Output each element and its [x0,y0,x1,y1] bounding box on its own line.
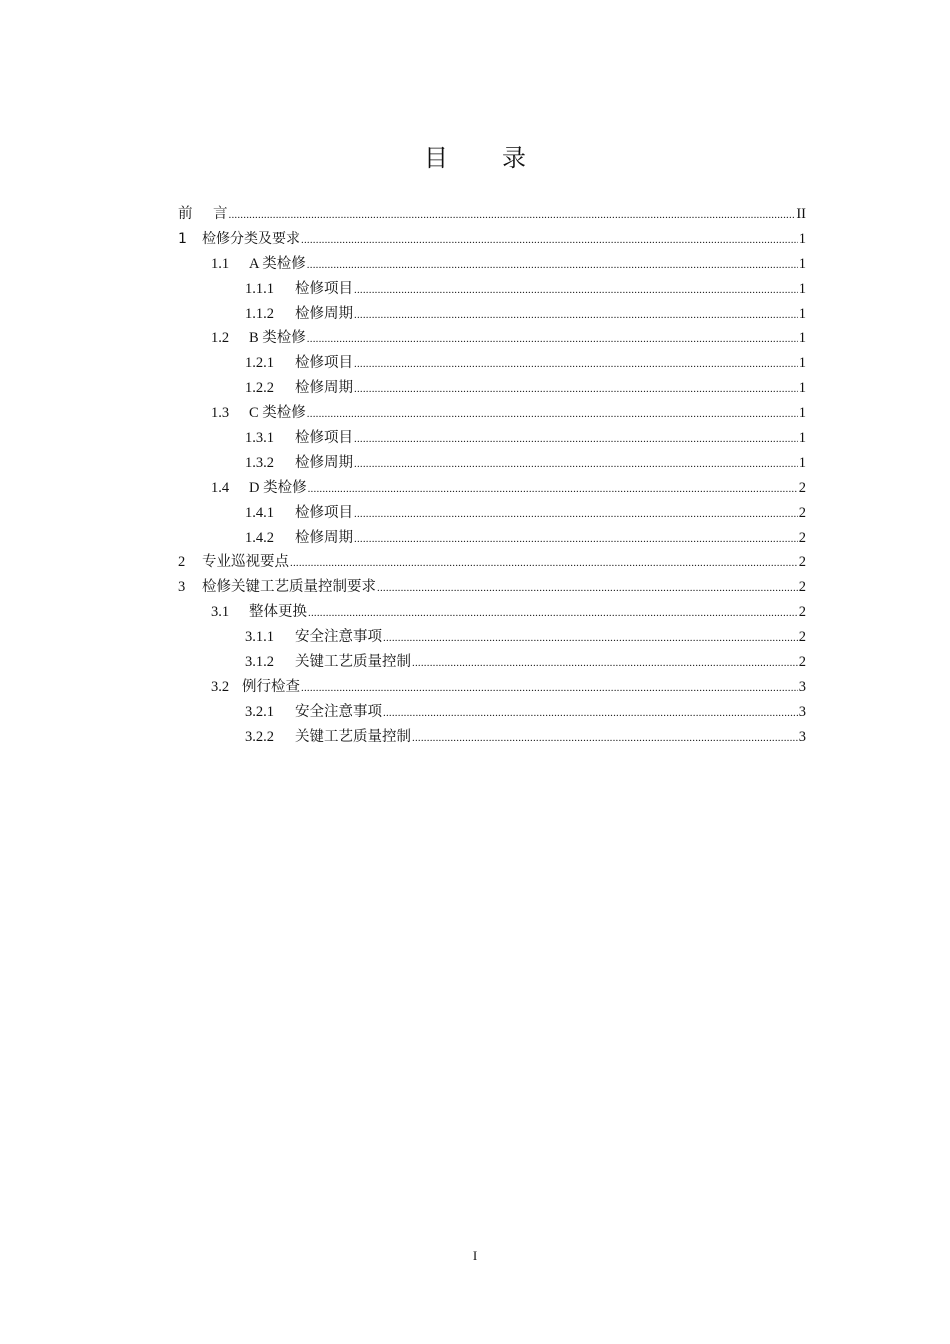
toc-entry-page: 1 [798,380,806,397]
toc-entry-label: 关键工艺质量控制 [295,654,411,671]
title-char-1: 目 [424,144,448,172]
toc-entry-page: 2 [798,554,806,571]
toc-entry-page: 3 [798,678,806,695]
toc-entry-page: 2 [798,579,806,596]
toc-entry-label: 整体更换 [249,604,307,621]
toc-entry[interactable]: 1.2 B 类检修 ..... 1 [178,326,806,351]
dot-leader [377,576,798,601]
toc-entry-label: B 类检修 [249,330,306,347]
toc-entry[interactable]: 1 检修分类及要求 ..... 1 [178,227,806,252]
toc-entry-page: 2 [798,504,806,521]
dot-leader [354,377,798,402]
toc-entry-label: 检修项目 [295,504,353,521]
toc-entry-label: 安全注意事项 [295,629,382,646]
toc-entry-page: 1 [798,330,806,347]
dot-leader [229,203,796,228]
toc-entry-page: 1 [798,280,806,297]
toc-entry-label: A 类检修 [249,255,306,272]
toc-entry-label: 检修项目 [295,355,353,372]
toc-entry-label: D 类检修 [249,479,307,496]
toc-entry-page: 3 [798,728,806,745]
dot-leader [307,253,798,278]
page-number: I [472,1248,478,1263]
toc-entry-label: 检修项目 [295,430,353,447]
toc-entry-label: 前 言 [178,206,228,222]
toc-entry[interactable]: 1.3 C 类检修 ..... 1 [178,401,806,426]
table-of-contents [178,202,806,750]
dot-leader [412,651,798,676]
toc-entry-page: 2 [798,604,806,621]
toc-entry-page: 3 [798,703,806,720]
toc-entry-page: 1 [798,255,806,272]
toc-entry-page: 1 [798,454,806,471]
dot-leader [354,527,798,552]
toc-entry-label: 安全注意事项 [295,703,382,720]
dot-leader [354,427,798,452]
dot-leader [354,452,798,477]
toc-entry-page: 2 [798,479,806,496]
toc-entry[interactable]: 3.2.2 关键工艺质量控制 ..... 3 [178,725,806,750]
toc-entry-label: 检修关键工艺质量控制要求 [202,579,376,596]
toc-entry-page: 2 [798,529,806,546]
toc-entry[interactable]: 3.2 例行检查 ..... 3 [178,675,806,700]
dot-leader [308,477,798,502]
toc-entry-page: 1 [798,355,806,372]
toc-entry[interactable]: 1.4.1 检修项目 ..... 2 [178,501,806,526]
toc-entry-page: 1 [798,230,806,247]
toc-entry-page: 1 [798,430,806,447]
dot-leader [383,626,798,651]
toc-entry[interactable]: 2 专业巡视要点 ..... 2 [178,550,806,575]
toc-entry[interactable]: 3.1.1 安全注意事项 ..... 2 [178,625,806,650]
toc-entry[interactable]: 1.3.1 检修项目 ..... 1 [178,426,806,451]
dot-leader [308,601,798,626]
dot-leader [354,278,798,303]
toc-entry-label: 例行检查 [242,678,300,695]
toc-entry[interactable]: 3.1.2 关键工艺质量控制 ..... 2 [178,650,806,675]
toc-entry-label: 检修周期 [295,529,353,546]
toc-entry-foreword[interactable] [178,202,806,227]
toc-entry-page: 1 [798,305,806,322]
toc-entry-label: 检修周期 [295,380,353,397]
toc-entry-page: II [796,206,806,222]
toc-entry[interactable]: 1.1.1 检修项目 ..... 1 [178,277,806,302]
toc-entry[interactable]: 1.4.2 检修周期 ..... 2 [178,526,806,551]
dot-leader [301,676,798,701]
dot-leader [301,228,798,253]
toc-entry[interactable]: 3.1 整体更换 ..... 2 [178,600,806,625]
dot-leader [290,551,798,576]
toc-entry[interactable]: 1.1.2 检修周期 ..... 1 [178,302,806,327]
toc-entry[interactable]: 1.2.1 检修项目 ..... 1 [178,351,806,376]
toc-entry-label: 检修项目 [295,280,353,297]
toc-entry-label: 检修周期 [295,305,353,322]
toc-entry-page: 1 [798,405,806,422]
dot-leader [354,502,798,527]
dot-leader [354,303,798,328]
toc-entry[interactable]: 1.3.2 检修周期 ..... 1 [178,451,806,476]
toc-entry-label: C 类检修 [249,405,306,422]
dot-leader [412,726,798,751]
page-title [0,138,950,173]
dot-leader [383,701,798,726]
toc-entry[interactable]: 1.1 A 类检修 ..... 1 [178,252,806,277]
toc-entry-page: 2 [798,654,806,671]
toc-entry[interactable]: 1.4 D 类检修 ..... 2 [178,476,806,501]
toc-entry-label: 检修分类及要求 [202,230,300,247]
dot-leader [307,327,798,352]
toc-entry-label: 关键工艺质量控制 [295,728,411,745]
toc-entry[interactable]: 3 检修关键工艺质量控制要求 ..... 2 [178,575,806,600]
dot-leader [307,402,798,427]
toc-entry-page: 2 [798,629,806,646]
toc-entry-label: 检修周期 [295,454,353,471]
toc-entry[interactable]: 1.2.2 检修周期 ..... 1 [178,376,806,401]
toc-entry[interactable]: 3.2.1 安全注意事项 ..... 3 [178,700,806,725]
title-char-2: 录 [502,144,526,172]
toc-entry-label: 专业巡视要点 [202,554,289,571]
dot-leader [354,352,798,377]
